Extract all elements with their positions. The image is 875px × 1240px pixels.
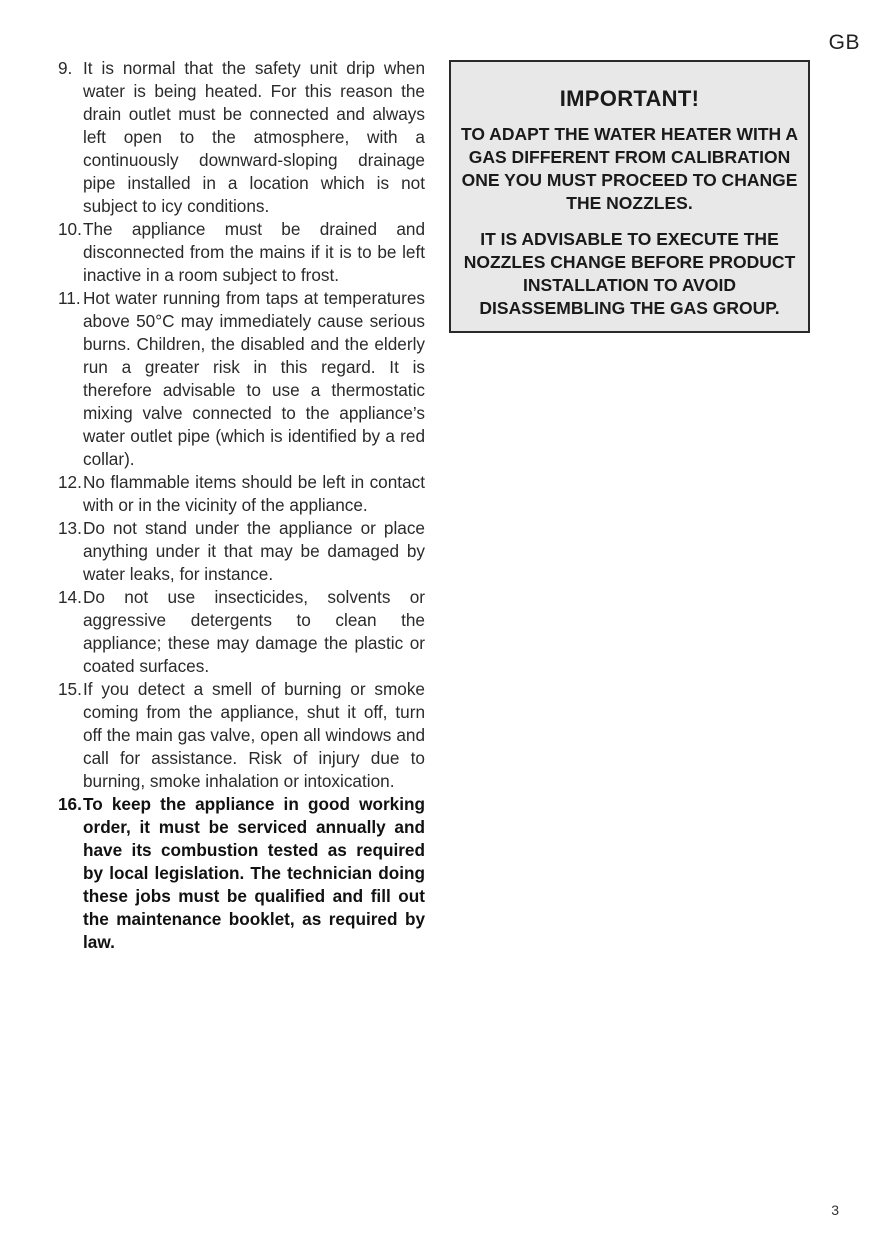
item-number: 12. — [58, 472, 82, 492]
item-number: 10. — [58, 219, 82, 239]
list-item-12 — [58, 471, 425, 517]
list-item-16 — [58, 793, 425, 954]
item-number: 13. — [58, 518, 82, 538]
item-number: 16. — [58, 794, 82, 814]
list-item-14 — [58, 586, 425, 678]
list-item-10 — [58, 218, 425, 287]
list-item-11 — [58, 287, 425, 471]
item-text: The appliance must be drained and disconnected from the mains if it is to be left inactive in a room subject to frost. — [83, 219, 425, 285]
item-text: No flammable items should be left in contact with or in the vicinity of the appliance. — [83, 472, 425, 515]
item-number: 9. — [58, 58, 73, 78]
item-text: If you detect a smell of burning or smoke coming from the appliance, shut it off, turn off the main gas valve, open all windows and call for assistance. Risk of injury due to burning, smoke inhalation or intoxication. — [83, 679, 425, 791]
item-text: Do not use insecticides, solvents or aggressive detergents to clean the appliance; these may damage the plastic or coated surfaces. — [83, 587, 425, 676]
item-number: 14. — [58, 587, 82, 607]
notice-paragraph-gas-adaptation: TO ADAPT THE WATER HEATER WITH A GAS DIFFERENT FROM CALIBRATION ONE YOU MUST PROCEED TO CHANGE THE NOZZLES. — [460, 124, 799, 213]
list-item-9 — [58, 57, 425, 218]
item-text: Hot water running from taps at temperatures above 50°C may immediately cause serious burns. Children, the disabled and the elderly run a greater risk in this regard. It is therefore advisable to use a thermostatic mixing valve connected to the appliance’s water outlet pipe (which is identified by a red collar). — [83, 288, 425, 469]
item-number: 11. — [58, 288, 81, 308]
item-number: 15. — [58, 679, 82, 699]
list-item-13 — [58, 517, 425, 586]
item-text: Do not stand under the appliance or place anything under it that may be damaged by water leaks, for instance. — [83, 518, 425, 584]
language-code: GB — [828, 31, 860, 54]
important-notice-box — [449, 60, 810, 333]
item-text: To keep the appliance in good working order, it must be serviced annually and have its combustion tested as required by local legislation. The technician doing these jobs must be qualified and fill out the maintenance booklet, as required by law. — [83, 794, 425, 952]
safety-instructions-list — [58, 57, 425, 954]
notice-paragraph-nozzle-change: IT IS ADVISABLE TO EXECUTE THE NOZZLES CHANGE BEFORE PRODUCT INSTALLATION TO AVOID DISASSEMBLING THE GAS GROUP. — [463, 229, 796, 318]
item-text: It is normal that the safety unit drip when water is being heated. For this reason the drain outlet must be connected and always left open to the atmosphere, with a continuously downward-sloping drainage pipe installed in a location which is not subject to icy conditions. — [83, 58, 425, 216]
notice-title: IMPORTANT! — [559, 86, 700, 111]
page-number: 3 — [831, 1202, 839, 1218]
list-item-15 — [58, 678, 425, 793]
